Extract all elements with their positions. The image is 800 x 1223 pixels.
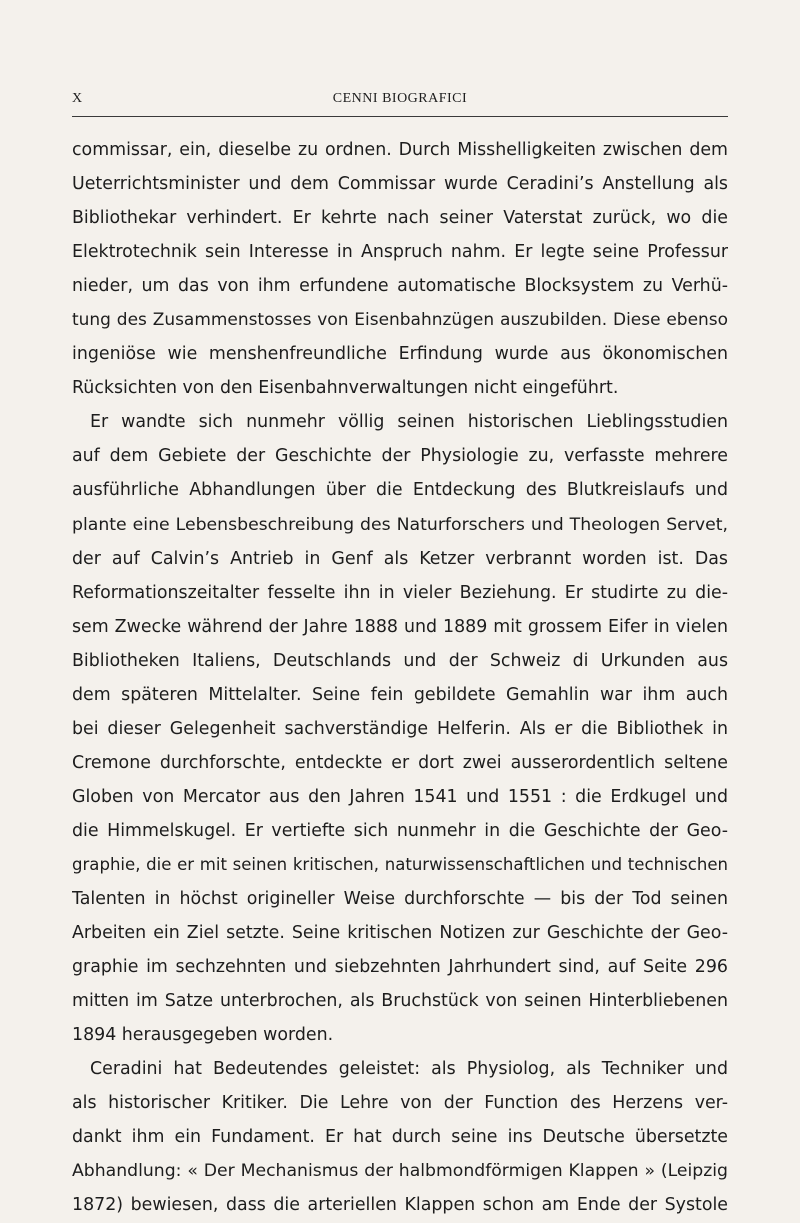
text-line: ingeniöse wie menshenfreundliche Erfindung wurde aus ökonomischen xyxy=(72,344,728,365)
text-line: Rücksichten von den Eisenbahnverwaltungen nicht eingeführt. xyxy=(72,378,619,399)
text-line: Bibliotheken Italiens, Deutschlands und der Schweiz di Urkunden aus xyxy=(72,650,728,671)
text-line: dankt ihm ein Fundament. Er hat durch seine ins Deutsche übersetzte xyxy=(72,1127,728,1148)
text-line: 1894 herausgegeben worden. xyxy=(72,1025,334,1046)
text-line: ausführliche Abhandlungen über die Entdeckung des Blutkreislaufs und xyxy=(72,480,728,501)
text-line: Cremone durchforschte, entdeckte er dort zwei ausserordentlich seltene xyxy=(72,752,728,773)
text-line: Arbeiten ein Ziel setzte. Seine kritischen Notizen zur Geschichte der Geo- xyxy=(72,923,728,944)
text-line: Talenten in höchst origineller Weise durchforschte — bis der Tod seinen xyxy=(72,889,728,910)
text-line: Globen von Mercator aus den Jahren 1541 und 1551 : die Erdkugel und xyxy=(72,786,728,807)
text-line: der auf Calvin’s Antrieb in Genf als Ketzer verbrannt worden ist. Das xyxy=(72,548,728,569)
text-line: Elektrotechnik sein Interesse in Anspruch nahm. Er legte seine Professur xyxy=(72,242,728,263)
text-line: Reformationszeitalter fesselte ihn in vieler Beziehung. Er studirte zu die- xyxy=(72,582,728,603)
text-line: graphie, die er mit seinen kritischen, naturwissenschaftlichen und technischen xyxy=(72,854,728,874)
text-line: mitten im Satze unterbrochen, als Bruchstück von seinen Hinterbliebenen xyxy=(72,991,728,1012)
text-line: Bibliothekar verhindert. Er kehrte nach seiner Vaterstat zurück, wo die xyxy=(72,208,728,229)
text-line: die Himmelskugel. Er vertiefte sich nunmehr in die Geschichte der Geo- xyxy=(72,820,728,841)
text-line: Er wandte sich nunmehr völlig seinen historischen Lieblingsstudien xyxy=(90,412,728,433)
text-line: Ceradini hat Bedeutendes geleistet: als Physiolog, als Techniker und xyxy=(90,1059,728,1080)
text-line: auf dem Gebiete der Geschichte der Physiologie zu, verfasste mehrere xyxy=(72,446,728,467)
text-line: als historischer Kritiker. Die Lehre von der Function des Herzens ver- xyxy=(72,1093,728,1114)
text-line: plante eine Lebensbeschreibung des Naturforschers und Theologen Servet, xyxy=(72,514,728,535)
body-text xyxy=(72,133,728,1223)
text-line: Abhandlung: « Der Mechanismus der halbmondförmigen Klappen » (Leipzig xyxy=(72,1161,728,1182)
text-line: nieder, um das von ihm erfundene automatische Blocksystem zu Verhü- xyxy=(72,276,728,297)
text-line: 1872) bewiesen, dass die arteriellen Klappen schon am Ende der Systole xyxy=(72,1195,728,1216)
text-line: bei dieser Gelegenheit sachverständige Helferin. Als er die Bibliothek in xyxy=(72,718,728,739)
page-number: X xyxy=(72,91,83,106)
header-rule xyxy=(72,116,728,117)
page-header xyxy=(72,91,728,111)
text-line: dem späteren Mittelalter. Seine fein gebildete Gemahlin war ihm auch xyxy=(72,684,728,705)
text-line: tung des Zusammenstosses von Eisenbahnzügen auszubilden. Diese ebenso xyxy=(72,310,728,331)
running-title: CENNI BIOGRAFICI xyxy=(332,91,468,106)
text-line: Ueterrichtsminister und dem Commissar wurde Ceradini’s Anstellung als xyxy=(72,174,728,195)
text-line: graphie im sechzehnten und siebzehnten Jahrhundert sind, auf Seite 296 xyxy=(72,957,728,978)
text-line: commissar, ein, dieselbe zu ordnen. Durch Misshelligkeiten zwischen dem xyxy=(72,140,728,160)
text-line: sem Zwecke während der Jahre 1888 und 1889 mit grossem Eifer in vielen xyxy=(72,616,728,637)
